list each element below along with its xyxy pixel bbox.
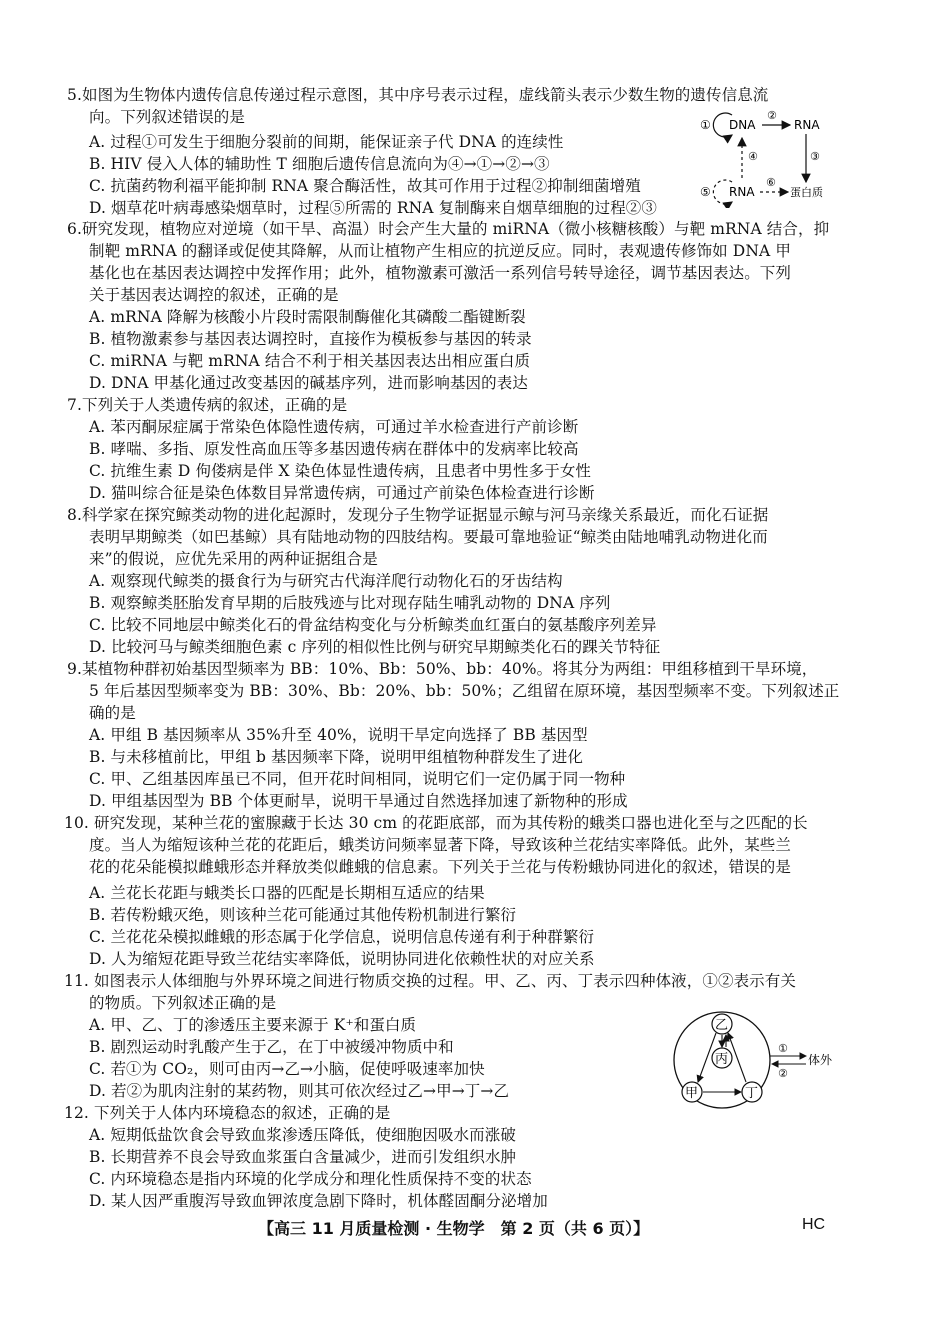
q5-rna2-label: RNA (729, 185, 755, 199)
q11-node-yi: 乙 (715, 1018, 729, 1033)
q7-option-a: A. 苯丙酮尿症属于常染色体隐性遗传病，可通过羊水检查进行产前诊断 (89, 418, 579, 436)
q9-stem-line1: 9.某植物种群初始基因型频率为 BB：10%、Bb：50%、bb：40%。将其分为两组：甲组移植到干旱环境， (67, 660, 818, 678)
q6-option-a: A. mRNA 降解为核酸小片段时需限制酶催化其磷酸二酯键断裂 (89, 308, 526, 326)
q11-substance-1-label: ① (778, 1042, 788, 1055)
q11-stem-line2: 的物质。下列叙述正确的是 (89, 994, 277, 1012)
q5-option-c: C. 抗菌药物利福平能抑制 RNA 聚合酶活性，故其可作用于过程②抑制细菌增殖 (89, 177, 641, 195)
q8-stem-line2: 表明早期鲸类（如巴基鲸）具有陆地动物的四肢结构。要最可靠地验证“鲸类由陆地哺乳动物进化而 (89, 528, 768, 546)
q11-node-ding: 丁 (745, 1086, 759, 1101)
q5-process-3-label: ③ (810, 150, 820, 163)
q8-stem-line1: 8.科学家在探究鲸类动物的进化起源时，发现分子生物学证据显示鲸与河马亲缘关系最近，而化石证据 (67, 506, 769, 524)
q12-option-b: B. 长期营养不良会导致血浆蛋白含量减少，进而引发组织水肿 (89, 1148, 517, 1166)
q5-process-5-label: ⑤ (700, 185, 711, 199)
q5-option-b: B. HIV 侵入人体的辅助性 T 细胞后遗传信息流向为④→①→②→③ (89, 155, 550, 173)
q7-option-d: D. 猫叫综合征是染色体数目异常遗传病，可通过产前染色体检查进行诊断 (89, 484, 595, 502)
q12-option-c: C. 内环境稳态是指内环境的化学成分和理化性质保持不变的状态 (89, 1170, 532, 1188)
q6-option-d: D. DNA 甲基化通过改变基因的碱基序列，进而影响基因的表达 (89, 374, 528, 392)
q9-stem-line3: 确的是 (89, 704, 136, 722)
q11-stem-line1: 11. 如图表示人体细胞与外界环境之间进行物质交换的过程。甲、乙、丙、丁表示四种体液，①②表示有关 (64, 972, 796, 990)
q9-option-a: A. 甲组 B 基因频率从 35%升至 40%，说明干旱定向选择了 BB 基因型 (89, 726, 588, 744)
q9-option-d: D. 甲组基因型为 BB 个体更耐旱，说明干旱通过自然选择加速了新物种的形成 (89, 792, 628, 810)
q7-option-b: B. 哮喘、多指、原发性高血压等多基因遗传病在群体中的发病率比较高 (89, 440, 579, 458)
q5-stem-line2: 向。下列叙述错误的是 (89, 108, 246, 126)
q11-node-jia: 甲 (685, 1086, 699, 1101)
q5-process-2-label: ② (767, 109, 777, 122)
q5-dna-label: DNA (729, 118, 756, 132)
q12-stem-line1: 12. 下列关于人体内环境稳态的叙述，正确的是 (64, 1104, 391, 1122)
q11-node-bing: 丙 (715, 1052, 729, 1067)
q10-option-b: B. 若传粉蛾灭绝，则该种兰花可能通过其他传粉机制进行繁衍 (89, 906, 517, 924)
q5-option-d: D. 烟草花叶病毒感染烟草时，过程⑤所需的 RNA 复制酶来自烟草细胞的过程②③ (89, 199, 658, 217)
q11-outside-label: 体外 (808, 1053, 833, 1067)
q12-option-d: D. 某人因严重腹泻导致血钾浓度急剧下降时，机体醛固酮分泌增加 (89, 1192, 548, 1210)
q5-process-6-label: ⑥ (766, 176, 776, 189)
q5-rna-label: RNA (794, 118, 820, 132)
q10-option-d: D. 人为缩短花距导致兰花结实率降低，说明协同进化依赖性状的对应关系 (89, 950, 595, 968)
q11-option-a: A. 甲、乙、丁的渗透压主要来源于 K⁺和蛋白质 (89, 1016, 417, 1034)
body-fluid-exchange-diagram (668, 1008, 838, 1114)
q8-stem-line3: 来”的假说，应优先采用的两种证据组合是 (89, 550, 378, 568)
q9-option-c: C. 甲、乙组基因库虽已不同，但开花时间相同，说明它们一定仍属于同一物种 (89, 770, 626, 788)
q12-option-a: A. 短期低盐饮食会导致血浆渗透压降低，使细胞因吸水而涨破 (89, 1126, 516, 1144)
genetic-information-flow-diagram (694, 108, 834, 208)
q10-stem-line2: 度。当人为缩短该种兰花的花距后，蛾类访问频率显著下降，导致该种兰花结实率降低。此外，某些兰 (89, 836, 792, 854)
q5-option-a: A. 过程①可发生于细胞分裂前的间期，能保证亲子代 DNA 的连续性 (89, 133, 564, 151)
q10-stem-line3: 花的花朵能模拟雌蛾形态并释放类似雌蛾的信息素。下列关于兰花与传粉蛾协同进化的叙述，错误的是 (89, 858, 792, 876)
q6-stem-line3: 基化也在基因表达调控中发挥作用；此外，植物激素可激活一系列信号转导途径，调节基因表达。下列 (89, 264, 792, 282)
q11-option-c: C. 若①为 CO₂，则可由丙→乙→小脑，促使呼吸速率加快 (89, 1060, 485, 1078)
q5-process-1-label: ① (700, 118, 711, 132)
q6-stem-line2: 制靶 mRNA 的翻译或促使其降解，从而让植物产生相应的抗逆反应。同时，表观遗传修饰如 DNA 甲 (89, 242, 791, 260)
q6-option-b: B. 植物激素参与基因表达调控时，直接作为模板参与基因的转录 (89, 330, 532, 348)
q9-option-b: B. 与未移植前比，甲组 b 基因频率下降，说明甲组植物种群发生了进化 (89, 748, 584, 766)
q10-stem-line1: 10. 研究发现，某种兰花的蜜腺藏于长达 30 cm 的花距底部，而为其传粉的蛾类口器也进化至与之匹配的长 (64, 814, 808, 832)
q8-option-c: C. 比较不同地层中鲸类化石的骨盆结构变化与分析鲸类血红蛋白的氨基酸序列差异 (89, 616, 657, 634)
q6-stem-line4: 关于基因表达调控的叙述，正确的是 (89, 286, 339, 304)
q7-option-c: C. 抗维生素 D 佝偻病是伴 X 染色体显性遗传病，且患者中男性多于女性 (89, 462, 592, 480)
q10-option-c: C. 兰花花朵模拟雌蛾的形态属于化学信息，说明信息传递有利于种群繁衍 (89, 928, 595, 946)
q7-stem-line1: 7.下列关于人类遗传病的叙述，正确的是 (67, 396, 348, 414)
q6-stem-line1: 6.研究发现，植物应对逆境（如干旱、高温）时会产生大量的 miRNA（微小核糖核酸）与靶 mRNA 结合，抑 (67, 220, 830, 238)
q5-stem-line1: 5.如图为生物体内遗传信息传递过程示意图，其中序号表示过程，虚线箭头表示少数生物的遗传信息流 (67, 86, 769, 104)
q5-process-4-label: ④ (748, 150, 758, 163)
q10-option-a: A. 兰花长花距与蛾类长口器的匹配是长期相互适应的结果 (89, 884, 485, 902)
q8-option-d: D. 比较河马与鲸类细胞色素 c 序列的相似性比例与研究早期鲸类化石的踝关节特征 (89, 638, 661, 656)
q11-option-b: B. 剧烈运动时乳酸产生于乙，在丁中被缓冲物质中和 (89, 1038, 454, 1056)
q11-option-d: D. 若②为肌肉注射的某药物，则其可依次经过乙→甲→丁→乙 (89, 1082, 510, 1100)
q8-option-a: A. 观察现代鲸类的摄食行为与研究古代海洋爬行动物化石的牙齿结构 (89, 572, 563, 590)
page-footer: 【高三 11 月质量检测 · 生物学 第 2 页（共 6 页）】 (258, 1219, 650, 1238)
footer-code: HC (802, 1216, 826, 1233)
q6-option-c: C. miRNA 与靶 mRNA 结合不利于相关基因表达出相应蛋白质 (89, 352, 531, 370)
q5-protein-label: 蛋白质 (790, 186, 823, 199)
q8-option-b: B. 观察鲸类胚胎发育早期的后肢残迹与比对现存陆生哺乳动物的 DNA 序列 (89, 594, 611, 612)
q11-substance-2-label: ② (778, 1067, 788, 1080)
q9-stem-line2: 5 年后基因型频率变为 BB：30%、Bb：20%、bb：50%；乙组留在原环境，基因型频率不变。下列叙述正 (89, 682, 840, 700)
